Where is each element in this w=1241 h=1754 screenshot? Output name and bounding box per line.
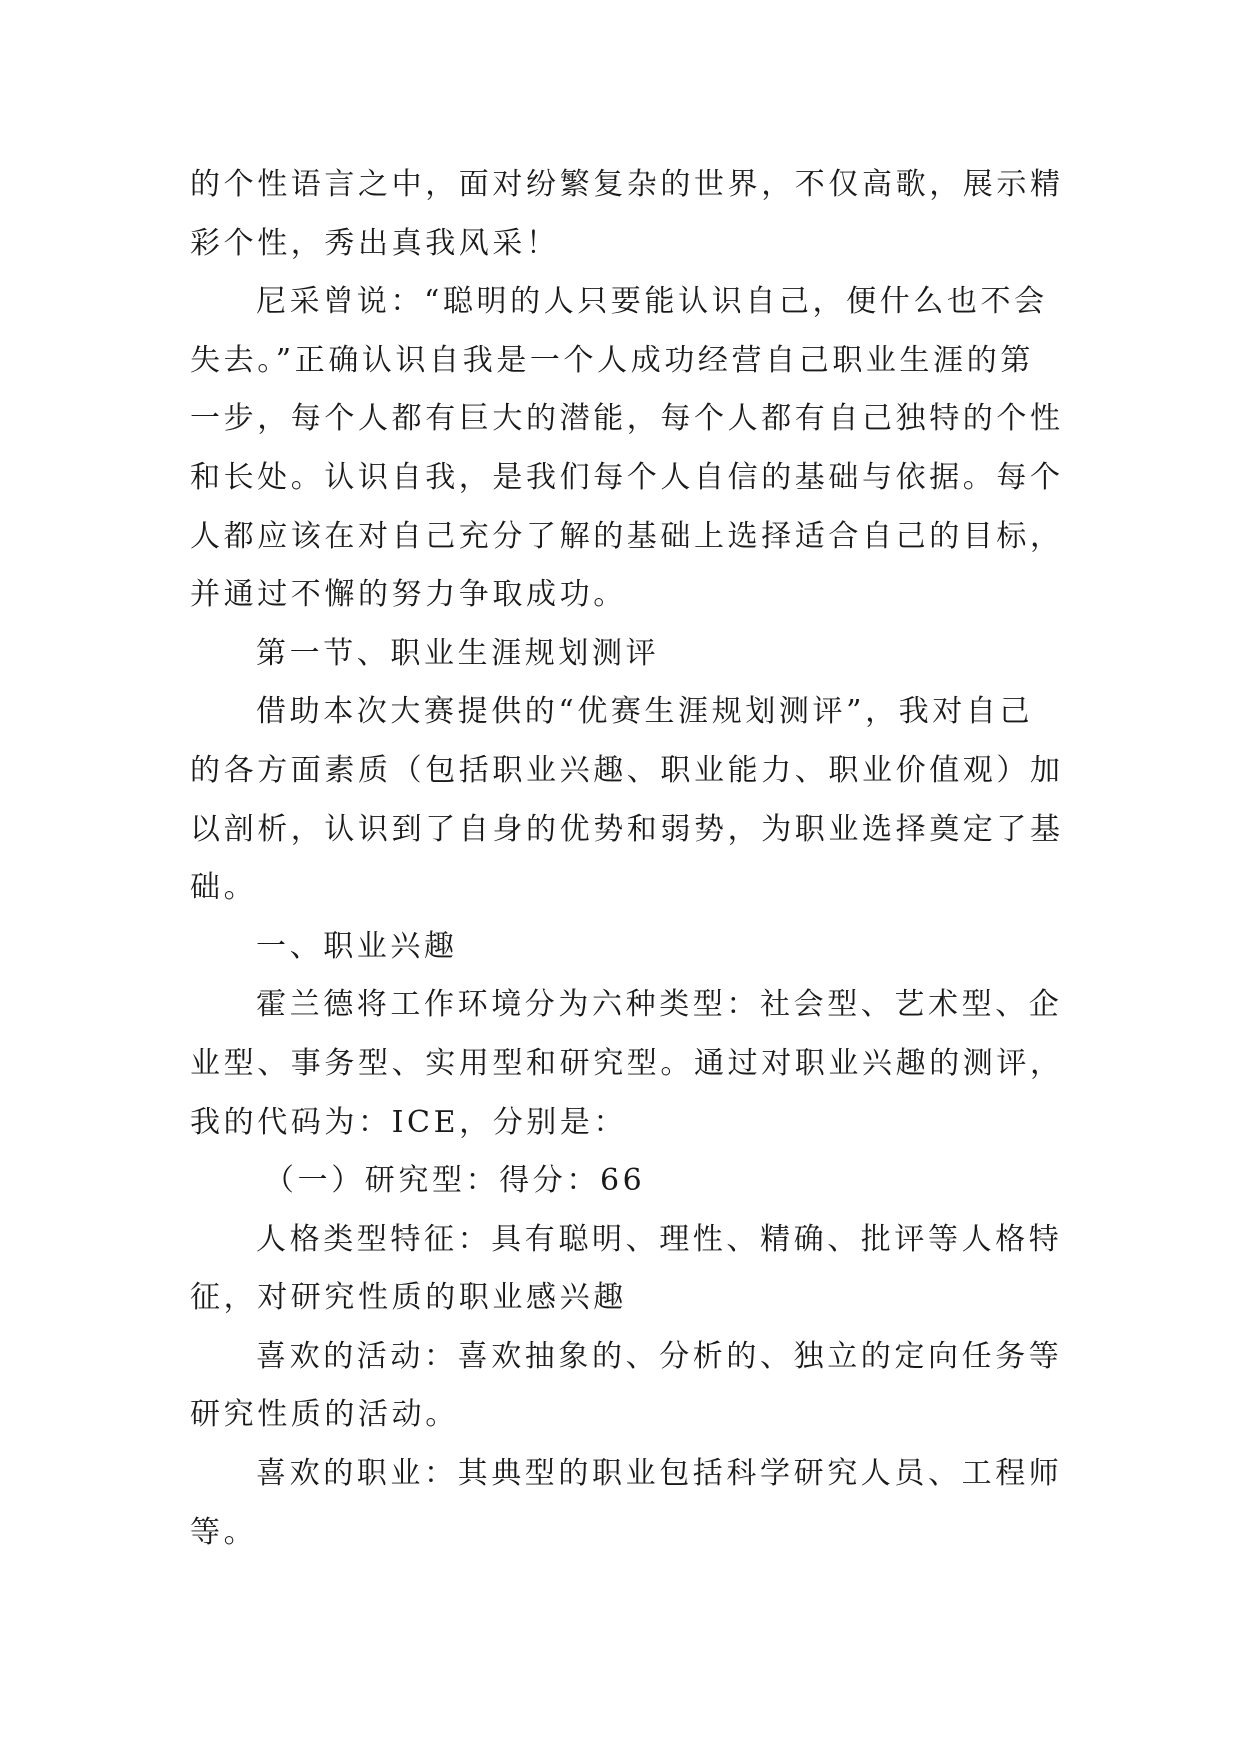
heading-line: 第一节、职业生涯规划测评 [256, 635, 660, 671]
text-line: 业型、事务型、实用型和研究型。通过对职业兴趣的测评， [190, 1045, 1064, 1081]
text-line: 础。 [190, 870, 258, 906]
paragraph-preferred-activities [190, 1328, 1070, 1445]
text-line: 人格类型特征：具有聪明、理性、精确、批评等人格特 [256, 1221, 1063, 1257]
text-line: 一步，每个人都有巨大的潜能，每个人都有自己独特的个性 [190, 401, 1064, 437]
text-line: 并通过不懈的努力争取成功。 [190, 577, 627, 613]
paragraph-continuation [190, 156, 1070, 273]
text-line: 彩个性，秀出真我风采！ [190, 225, 560, 261]
section-heading [190, 625, 1070, 684]
paragraph-assessment [190, 683, 1070, 917]
paragraph-personality-traits [190, 1211, 1070, 1328]
text-line: 借助本次大赛提供的“优赛生涯规划测评”，我对自己 [256, 694, 1034, 730]
text-line: 我的代码为：ICE，分别是： [190, 1104, 628, 1140]
text-line: 喜欢的活动：喜欢抽象的、分析的、独立的定向任务等 [256, 1338, 1063, 1374]
text-line: 霍兰德将工作环境分为六种类型：社会型、艺术型、企 [256, 987, 1063, 1023]
text-line: 的各方面素质（包括职业兴趣、职业能力、职业价值观）加 [190, 752, 1064, 788]
heading-line: （一）研究型：得分：66 [264, 1163, 646, 1199]
paragraph-holland-types [190, 976, 1070, 1152]
document-body [190, 156, 1070, 1562]
text-line: 的个性语言之中，面对纷繁复杂的世界，不仅高歌，展示精 [190, 167, 1064, 202]
subsection-heading [190, 918, 1070, 977]
text-line: 尼采曾说：“聪明的人只要能认识自己，便什么也不会 [256, 284, 1048, 320]
text-line: 和长处。认识自我，是我们每个人自信的基础与依据。每个 [190, 459, 1064, 495]
text-line: 征，对研究性质的职业感兴趣 [190, 1280, 627, 1316]
text-line: 研究性质的活动。 [190, 1397, 459, 1433]
text-line: 失去。”正确认识自我是一个人成功经营自己职业生涯的第 [190, 342, 1034, 378]
text-line: 人都应该在对自己充分了解的基础上选择适合自己的目标， [190, 518, 1064, 554]
text-line: 喜欢的职业：其典型的职业包括科学研究人员、工程师 [256, 1456, 1063, 1492]
text-line: 以剖析，认识到了自身的优势和弱势，为职业选择奠定了基 [190, 811, 1064, 847]
item-research-type [190, 1152, 1070, 1211]
heading-line: 一、职业兴趣 [256, 928, 458, 964]
paragraph-preferred-occupations [190, 1445, 1070, 1562]
paragraph-nietzsche-quote [190, 273, 1070, 625]
text-line: 等。 [190, 1514, 258, 1550]
